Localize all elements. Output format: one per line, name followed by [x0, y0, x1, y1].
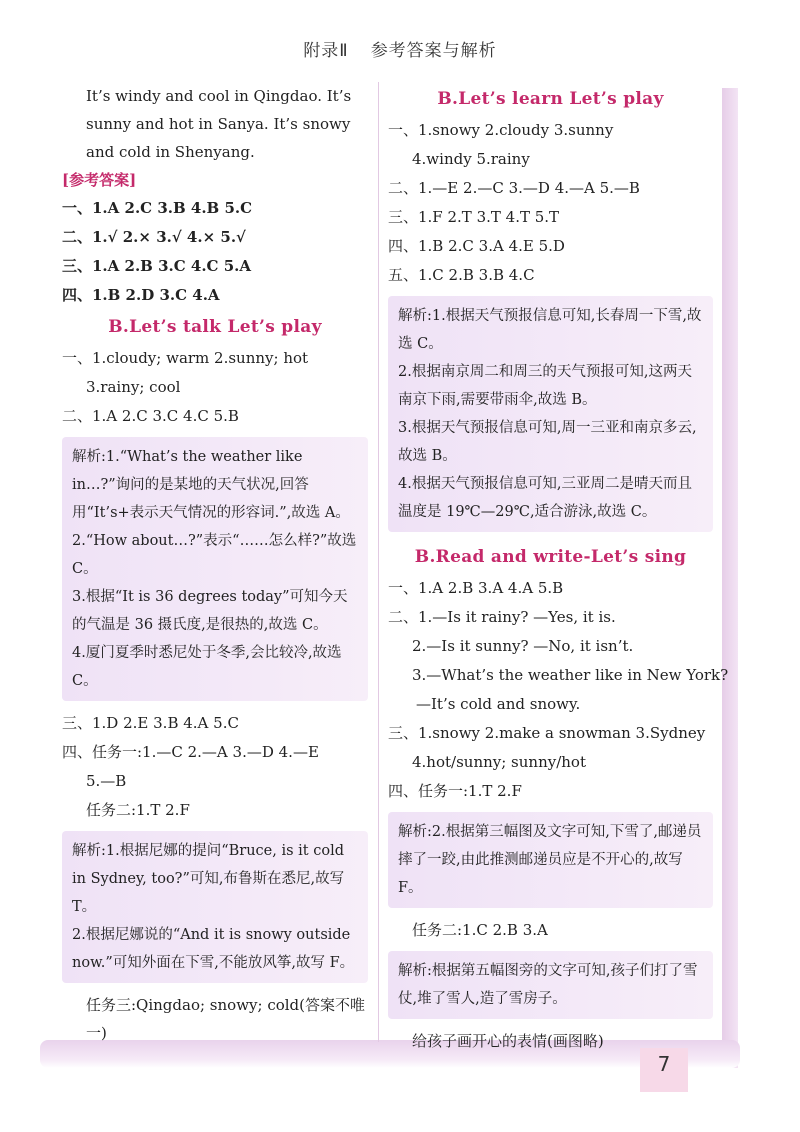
answer-line: 一、1.snowy 2.cloudy 3.sunny [388, 121, 614, 139]
explanation-box [388, 812, 713, 908]
answer-line: 二、1.A 2.C 3.C 4.C 5.B [62, 407, 239, 425]
answer-line: 一、1.cloudy; warm 2.sunny; hot [62, 349, 309, 367]
explanation-paragraph: 2.根据南京周二和周三的天气预报可知,这两天南京下雨,需要带雨伞,故选 B。 [398, 364, 692, 408]
answer-line: 3.—What’s the weather like in New York? [412, 666, 729, 684]
answer-line: 3.rainy; cool [86, 378, 181, 396]
explanation-paragraph: 4.厦门夏季时悉尼处于冬季,会比较冷,故选 C。 [72, 645, 342, 689]
page-number: 7 [657, 1052, 671, 1076]
explanation-box [388, 296, 713, 532]
left-column [62, 82, 368, 1047]
explanation-paragraph: 4.根据天气预报信息可知,三亚周二是晴天而且温度是 19℃—29℃,适合游泳,故选 C。 [398, 476, 692, 520]
explanation-paragraph: 3.根据“It is 36 degrees today”可知今天的气温是 36 摄氏度,是很热的,故选 C。 [72, 589, 348, 633]
page-header [0, 36, 800, 61]
answer-line: 一、1.A 2.C 3.B 4.B 5.C [62, 199, 253, 217]
answer-line: —It’s cold and snowy. [416, 695, 581, 713]
answer-line: 四、任务一:1.—C 2.—A 3.—D 4.—E [62, 743, 319, 761]
answer-line: 三、1.snowy 2.make a snowman 3.Sydney [388, 724, 706, 742]
right-column [388, 82, 729, 1056]
explanation-paragraph: 解析:根据第五幅图旁的文字可知,孩子们打了雪仗,堆了雪人,造了雪房子。 [398, 963, 698, 1007]
answer-line: 三、1.A 2.B 3.C 4.C 5.A [62, 257, 252, 275]
reference-answer-label: [参考答案] [62, 171, 137, 189]
answer-line: 4.windy 5.rainy [412, 150, 530, 168]
explanation-paragraph: 2.“How about…?”表示“……怎么样?”故选 C。 [72, 533, 357, 577]
answer-line: 二、1.√ 2.× 3.√ 4.× 5.√ [62, 228, 246, 246]
answer-line: 任务二:1.T 2.F [86, 801, 190, 819]
appendix-label: 附录Ⅱ [303, 41, 349, 61]
answer-line: 5.—B [86, 772, 127, 790]
section-title-learn: B.Let’s learn Let’s play [437, 89, 664, 109]
explanation-paragraph: 解析:1.“What’s the weather like in…?”询问的是某地的天气状况,回答用“It’s+表示天气情况的形容词.”,故选 A。 [72, 449, 350, 521]
answer-line: 任务三:Qingdao; snowy; cold(答案不唯一) [86, 996, 366, 1042]
explanation-paragraph: 2.根据尼娜说的“And it is snowy outside now.”可知外面在下雪,不能放风筝,故写 F。 [72, 927, 355, 971]
answer-line: 一、1.A 2.B 3.A 4.A 5.B [388, 579, 564, 597]
answer-line: 2.—Is it sunny? —No, it isn’t. [412, 637, 634, 655]
explanation-paragraph: 3.根据天气预报信息可知,周一三亚和南京多云,故选 B。 [398, 420, 697, 464]
answer-line: 任务二:1.C 2.B 3.A [412, 921, 548, 939]
explanation-box [388, 951, 713, 1019]
answer-line: 四、1.B 2.D 3.C 4.A [62, 286, 220, 304]
answer-line: 三、1.F 2.T 3.T 4.T 5.T [388, 208, 560, 226]
answer-line: 二、1.—E 2.—C 3.—D 4.—A 5.—B [388, 179, 640, 197]
section-title-talk: B.Let’s talk Let’s play [108, 317, 322, 337]
answer-line: 4.hot/sunny; sunny/hot [412, 753, 586, 771]
explanation-box [62, 831, 368, 983]
column-divider [378, 82, 379, 1042]
answer-line: 四、1.B 2.C 3.A 4.E 5.D [388, 237, 565, 255]
answer-line: 三、1.D 2.E 3.B 4.A 5.C [62, 714, 239, 732]
answer-line: 五、1.C 2.B 3.B 4.C [388, 266, 535, 284]
right-edge-decoration [722, 88, 738, 1068]
explanation-paragraph: 解析:1.根据尼娜的提问“Bruce, is it cold in Sydney, too?”可知,布鲁斯在悉尼,故写 T。 [72, 843, 345, 915]
header-title: 参考答案与解析 [370, 41, 497, 61]
explanation-box [62, 437, 368, 701]
section-title-read-write: B.Read and write-Let’s sing [414, 547, 687, 567]
explanation-paragraph: 解析:2.根据第三幅图及文字可知,下雪了,邮递员摔了一跤,由此推测邮递员应是不开心的,故写 F。 [398, 824, 702, 896]
answer-line: 四、任务一:1.T 2.F [388, 782, 522, 800]
explanation-paragraph: 解析:1.根据天气预报信息可知,长春周一下雪,故选 C。 [398, 308, 702, 352]
answer-line: 二、1.—Is it rainy? —Yes, it is. [388, 608, 616, 626]
intro-text: It’s windy and cool in Qingdao. It’s sunny and hot in Sanya. It’s snowy and cold in Shenyang. [86, 87, 352, 161]
answer-line: 给孩子画开心的表情(画图略) [412, 1032, 604, 1050]
